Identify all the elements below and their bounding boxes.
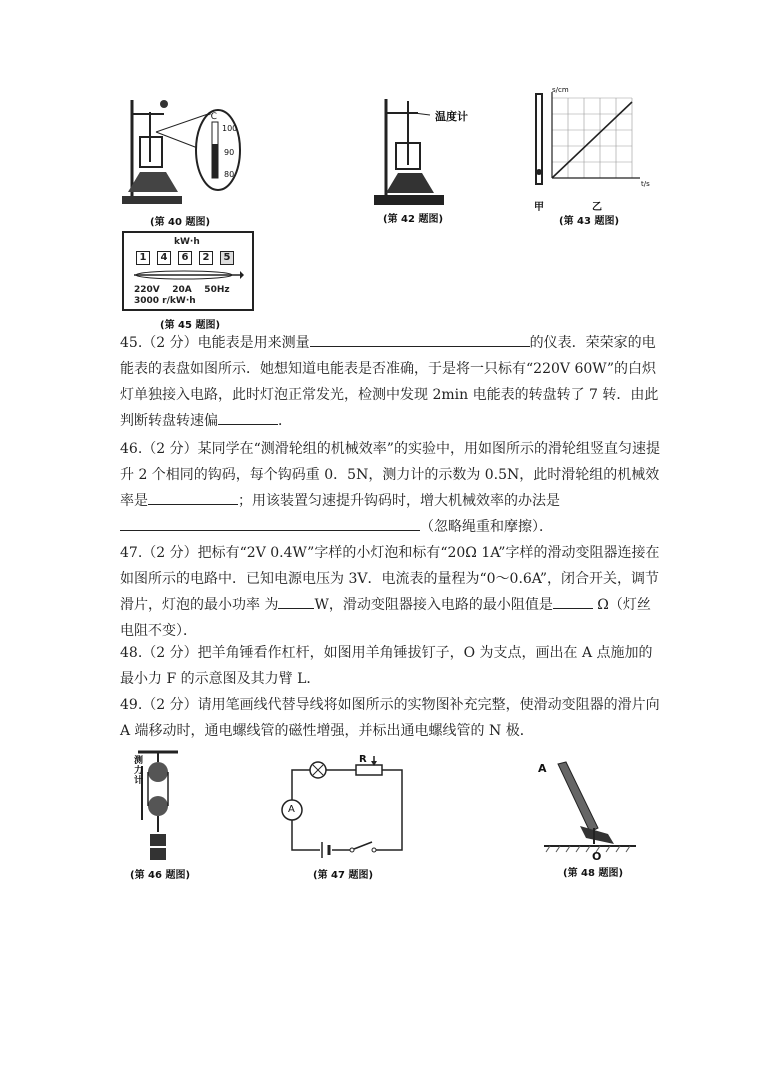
answer-blank[interactable] (148, 490, 238, 505)
question-text: ；用该装置匀速提升钩码时，增大机械效率的办法是 (238, 493, 560, 509)
question-48 (120, 640, 660, 692)
meter-digits (136, 251, 234, 265)
figure-40-tick-100: 100 (222, 124, 238, 133)
figure-48-point-o: O (592, 850, 602, 863)
question-46 (120, 436, 660, 540)
question-score: （2 分） (142, 545, 198, 561)
figure-42-caption: (第 42 题图) (383, 214, 444, 225)
figure-42-thermometer-label: 温度计 (435, 110, 468, 123)
question-score: （2 分） (142, 645, 198, 661)
figure-40-tick-90: 90 (224, 148, 235, 157)
answer-blank[interactable] (278, 594, 314, 609)
question-number: 47. (120, 545, 143, 561)
figure-43-x-unit: t/s (641, 180, 650, 188)
question-text: 某同学在“测滑轮组的机械效率”的实验中，用如图所示的滑轮组竖直匀速提升 2 个相同的钩码，每个钩码重 0．5N，测力计的示数为 0.5N，此时滑轮组的机械效率是 (120, 441, 660, 509)
question-text: Ω（灯丝电阻不变）． (120, 597, 651, 639)
figure-48-point-a: A (538, 762, 547, 775)
meter-constant: 3000 r/kW·h (134, 296, 196, 306)
question-number: 45. (120, 335, 143, 351)
meter-digit: 4 (157, 251, 171, 265)
figure-40-tick-80: 80 (224, 170, 235, 179)
question-47 (120, 540, 660, 644)
answer-blank[interactable] (218, 410, 278, 425)
figure-40-unit: ℃ (207, 112, 218, 122)
question-number: 49. (120, 697, 143, 713)
meter-rating: 220V 20A 50Hz (134, 285, 230, 295)
question-text: 把羊角锤看作杠杆，如图用羊角锤拔钉子，O 为支点，画出在 A 点施加的最小力 F 的示意图及其力臂 L． (120, 645, 653, 687)
figure-48-caption: (第 48 题图) (563, 868, 624, 879)
figure-43-left-label: 甲 (534, 202, 544, 213)
meter-unit: kW·h (174, 237, 200, 247)
question-score: （2 分） (142, 441, 198, 457)
figure-43-graph (528, 88, 653, 200)
question-49 (120, 692, 660, 744)
figure-45-meter (122, 231, 254, 311)
question-score: （2 分） (142, 335, 198, 351)
question-text: 请用笔画线代替导线将如图所示的实物图补充完整，使滑动变阻器的滑片向 A 端移动时，通电螺线管的磁性增强，并标出通电螺线管的 N 极． (120, 697, 660, 739)
meter-disc (132, 269, 244, 281)
figure-47-caption: (第 47 题图) (313, 870, 374, 881)
meter-digit: 6 (178, 251, 192, 265)
answer-blank[interactable] (310, 332, 530, 347)
answer-blank[interactable] (120, 516, 420, 531)
question-text: 电能表是用来测量 (197, 335, 310, 351)
figure-48-hammer (540, 758, 640, 858)
question-number: 48. (120, 645, 143, 661)
figure-46-label: 测力计 (134, 756, 144, 786)
meter-digit: 2 (199, 251, 213, 265)
figure-43-y-unit: s/cm (552, 86, 569, 94)
question-number: 46. (120, 441, 143, 457)
question-text: 把标有“2V 0.4W”字样的小灯泡和标有“20Ω 1A”字样的滑动变阻器连接在如图所示的电路中．已知电源电压为 3V．电流表的量程为“0～0.6A”，闭合开关，调节滑片，灯泡的最小功率 为 (120, 545, 660, 613)
figure-43-right-label: 乙 (592, 202, 602, 213)
meter-digit: 1 (136, 251, 150, 265)
question-text: ． (278, 413, 292, 429)
figure-46-caption: (第 46 题图) (130, 870, 191, 881)
question-text: 的仪表．荣荣家的电能表的表盘如图所示．她想知道电能表是否准确，于是将一只标有“220V 60W”的白炽灯单独接入电路，此时灯泡正常发光，检测中发现 2min 电能表的转盘转了 7 转．由此判断转盘转速偏 (120, 335, 659, 429)
question-text: W，滑动变阻器接入电路的最小阻值是 (314, 597, 553, 613)
answer-blank[interactable] (553, 594, 593, 609)
figure-47-ammeter-label: A (288, 804, 295, 815)
figure-43-caption: (第 43 题图) (559, 216, 620, 227)
figure-40-caption: (第 40 题图) (150, 217, 211, 228)
figure-45-caption: (第 45 题图) (160, 320, 221, 331)
question-text: （忽略绳重和摩擦）． (420, 519, 553, 535)
meter-digit: 5 (220, 251, 234, 265)
figure-47-rheostat-label: R (359, 754, 367, 765)
question-45 (120, 330, 660, 434)
question-score: （2 分） (142, 697, 198, 713)
